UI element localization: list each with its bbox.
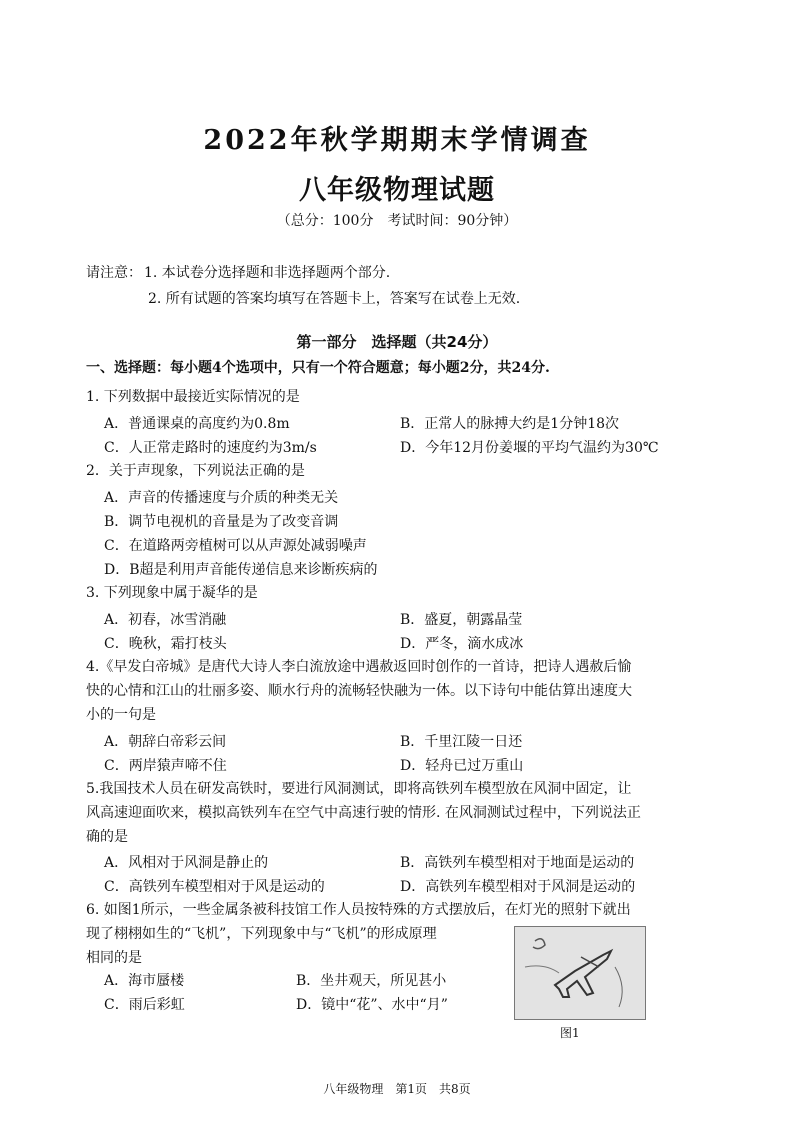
q6-option-d: D．镜中“花”、水中“月” <box>296 997 448 1013</box>
q2-option-b: B．调节电视机的音量是为了改变音调 <box>104 514 339 530</box>
page-footer: 八年级物理 第1页 共8页 <box>323 1082 471 1096</box>
question-3-stem: 3. 下列现象中属于凝华的是 <box>86 585 258 601</box>
q5-option-d: D．高铁列车模型相对于风洞是运动的 <box>400 879 636 895</box>
question-2-stem: 2．关于声现象，下列说法正确的是 <box>86 463 305 479</box>
exam-title: 2022年秋学期期末学情调查 <box>203 125 591 156</box>
q6-option-c: C．雨后彩虹 <box>104 997 185 1013</box>
question-5-stem <box>86 777 722 849</box>
airplane-shadow-icon <box>515 927 645 1019</box>
q4-option-b: B．千里江陵一日还 <box>400 734 523 750</box>
notice-item-1: 1. 本试卷分选择题和非选择题两个部分. <box>144 265 391 281</box>
q5-option-c: C．高铁列车模型相对于风是运动的 <box>104 879 325 895</box>
exam-meta: （总分：100分 考试时间：90分钟） <box>276 213 518 229</box>
figure-1-caption: 图1 <box>560 1026 580 1040</box>
q5-option-b: B．高铁列车模型相对于地面是运动的 <box>400 855 635 871</box>
q1-option-b: B．正常人的脉搏大约是1分钟18次 <box>400 416 620 432</box>
q4-option-a: A．朝辞白帝彩云间 <box>104 734 227 750</box>
section-title: 第一部分 选择题（共24分） <box>296 333 498 351</box>
q3-option-c: C．晚秋，霜打枝头 <box>104 636 227 652</box>
q6-option-a: A．海市蜃楼 <box>104 973 185 989</box>
q4-option-c: C．两岸猿声啼不住 <box>104 758 227 774</box>
q2-option-c: C．在道路两旁植树可以从声源处减弱噪声 <box>104 538 367 554</box>
q4-option-d: D．轻舟已过万重山 <box>400 758 524 774</box>
notice-row-1 <box>86 260 520 286</box>
q4-stem-line-1: 4.《早发白帝城》是唐代大诗人李白流放途中遇赦返回时创作的一首诗，把诗人遇赦后愉 <box>86 659 632 675</box>
q6-stem-line-3: 相同的是 <box>86 950 142 966</box>
notice-label: 请注意： <box>86 265 142 281</box>
q5-stem-line-1: 5.我国技术人员在研发高铁时，要进行风洞测试，即将高铁列车模型放在风洞中固定，让 <box>86 781 632 797</box>
question-1-stem: 1. 下列数据中最接近实际情况的是 <box>86 389 300 405</box>
q6-stem-line-2: 现了栩栩如生的“飞机”，下列现象中与“飞机”的形成原理 <box>86 926 437 942</box>
q2-option-d: D．B超是利用声音能传递信息来诊断疾病的 <box>104 562 378 578</box>
q5-stem-line-2: 风高速迎面吹来，模拟高铁列车在空气中高速行驶的情形. 在风洞测试过程中，下列说法正 <box>86 805 641 821</box>
q4-stem-line-3: 小的一句是 <box>86 707 156 723</box>
notice-item-2: 2. 所有试题的答案均填写在答题卡上，答案写在试卷上无效. <box>148 291 521 307</box>
q5-stem-line-3: 确的是 <box>86 829 128 845</box>
q6-option-b: B．坐井观天，所见甚小 <box>296 973 447 989</box>
q1-option-c: C．人正常走路时的速度约为3m/s <box>104 440 317 456</box>
q5-option-a: A．风相对于风洞是静止的 <box>104 855 269 871</box>
q1-option-a: A．普通课桌的高度约为0.8m <box>104 416 290 432</box>
q3-option-b: B．盛夏，朝露晶莹 <box>400 612 523 628</box>
notice-block <box>86 260 520 312</box>
q6-stem-line-1: 6. 如图1所示，一些金属条被科技馆工作人员按特殊的方式摆放后，在灯光的照射下就出 <box>86 902 631 918</box>
q1-option-d: D．今年12月份姜堰的平均气温约为30℃ <box>400 440 659 456</box>
question-4-stem <box>86 655 722 727</box>
q4-stem-line-2: 快的心情和江山的壮丽多姿、顺水行舟的流畅轻快融为一体。以下诗句中能估算出速度大 <box>86 683 632 699</box>
q3-option-d: D．严冬，滴水成冰 <box>400 636 524 652</box>
section-instruction: 一、选择题：每小题4个选项中，只有一个符合题意；每小题2分，共24分. <box>86 360 550 376</box>
exam-subtitle: 八年级物理试题 <box>299 175 495 206</box>
q3-option-a: A．初春，冰雪消融 <box>104 612 227 628</box>
q2-option-a: A．声音的传播速度与介质的种类无关 <box>104 490 339 506</box>
figure-1-image <box>514 926 646 1020</box>
